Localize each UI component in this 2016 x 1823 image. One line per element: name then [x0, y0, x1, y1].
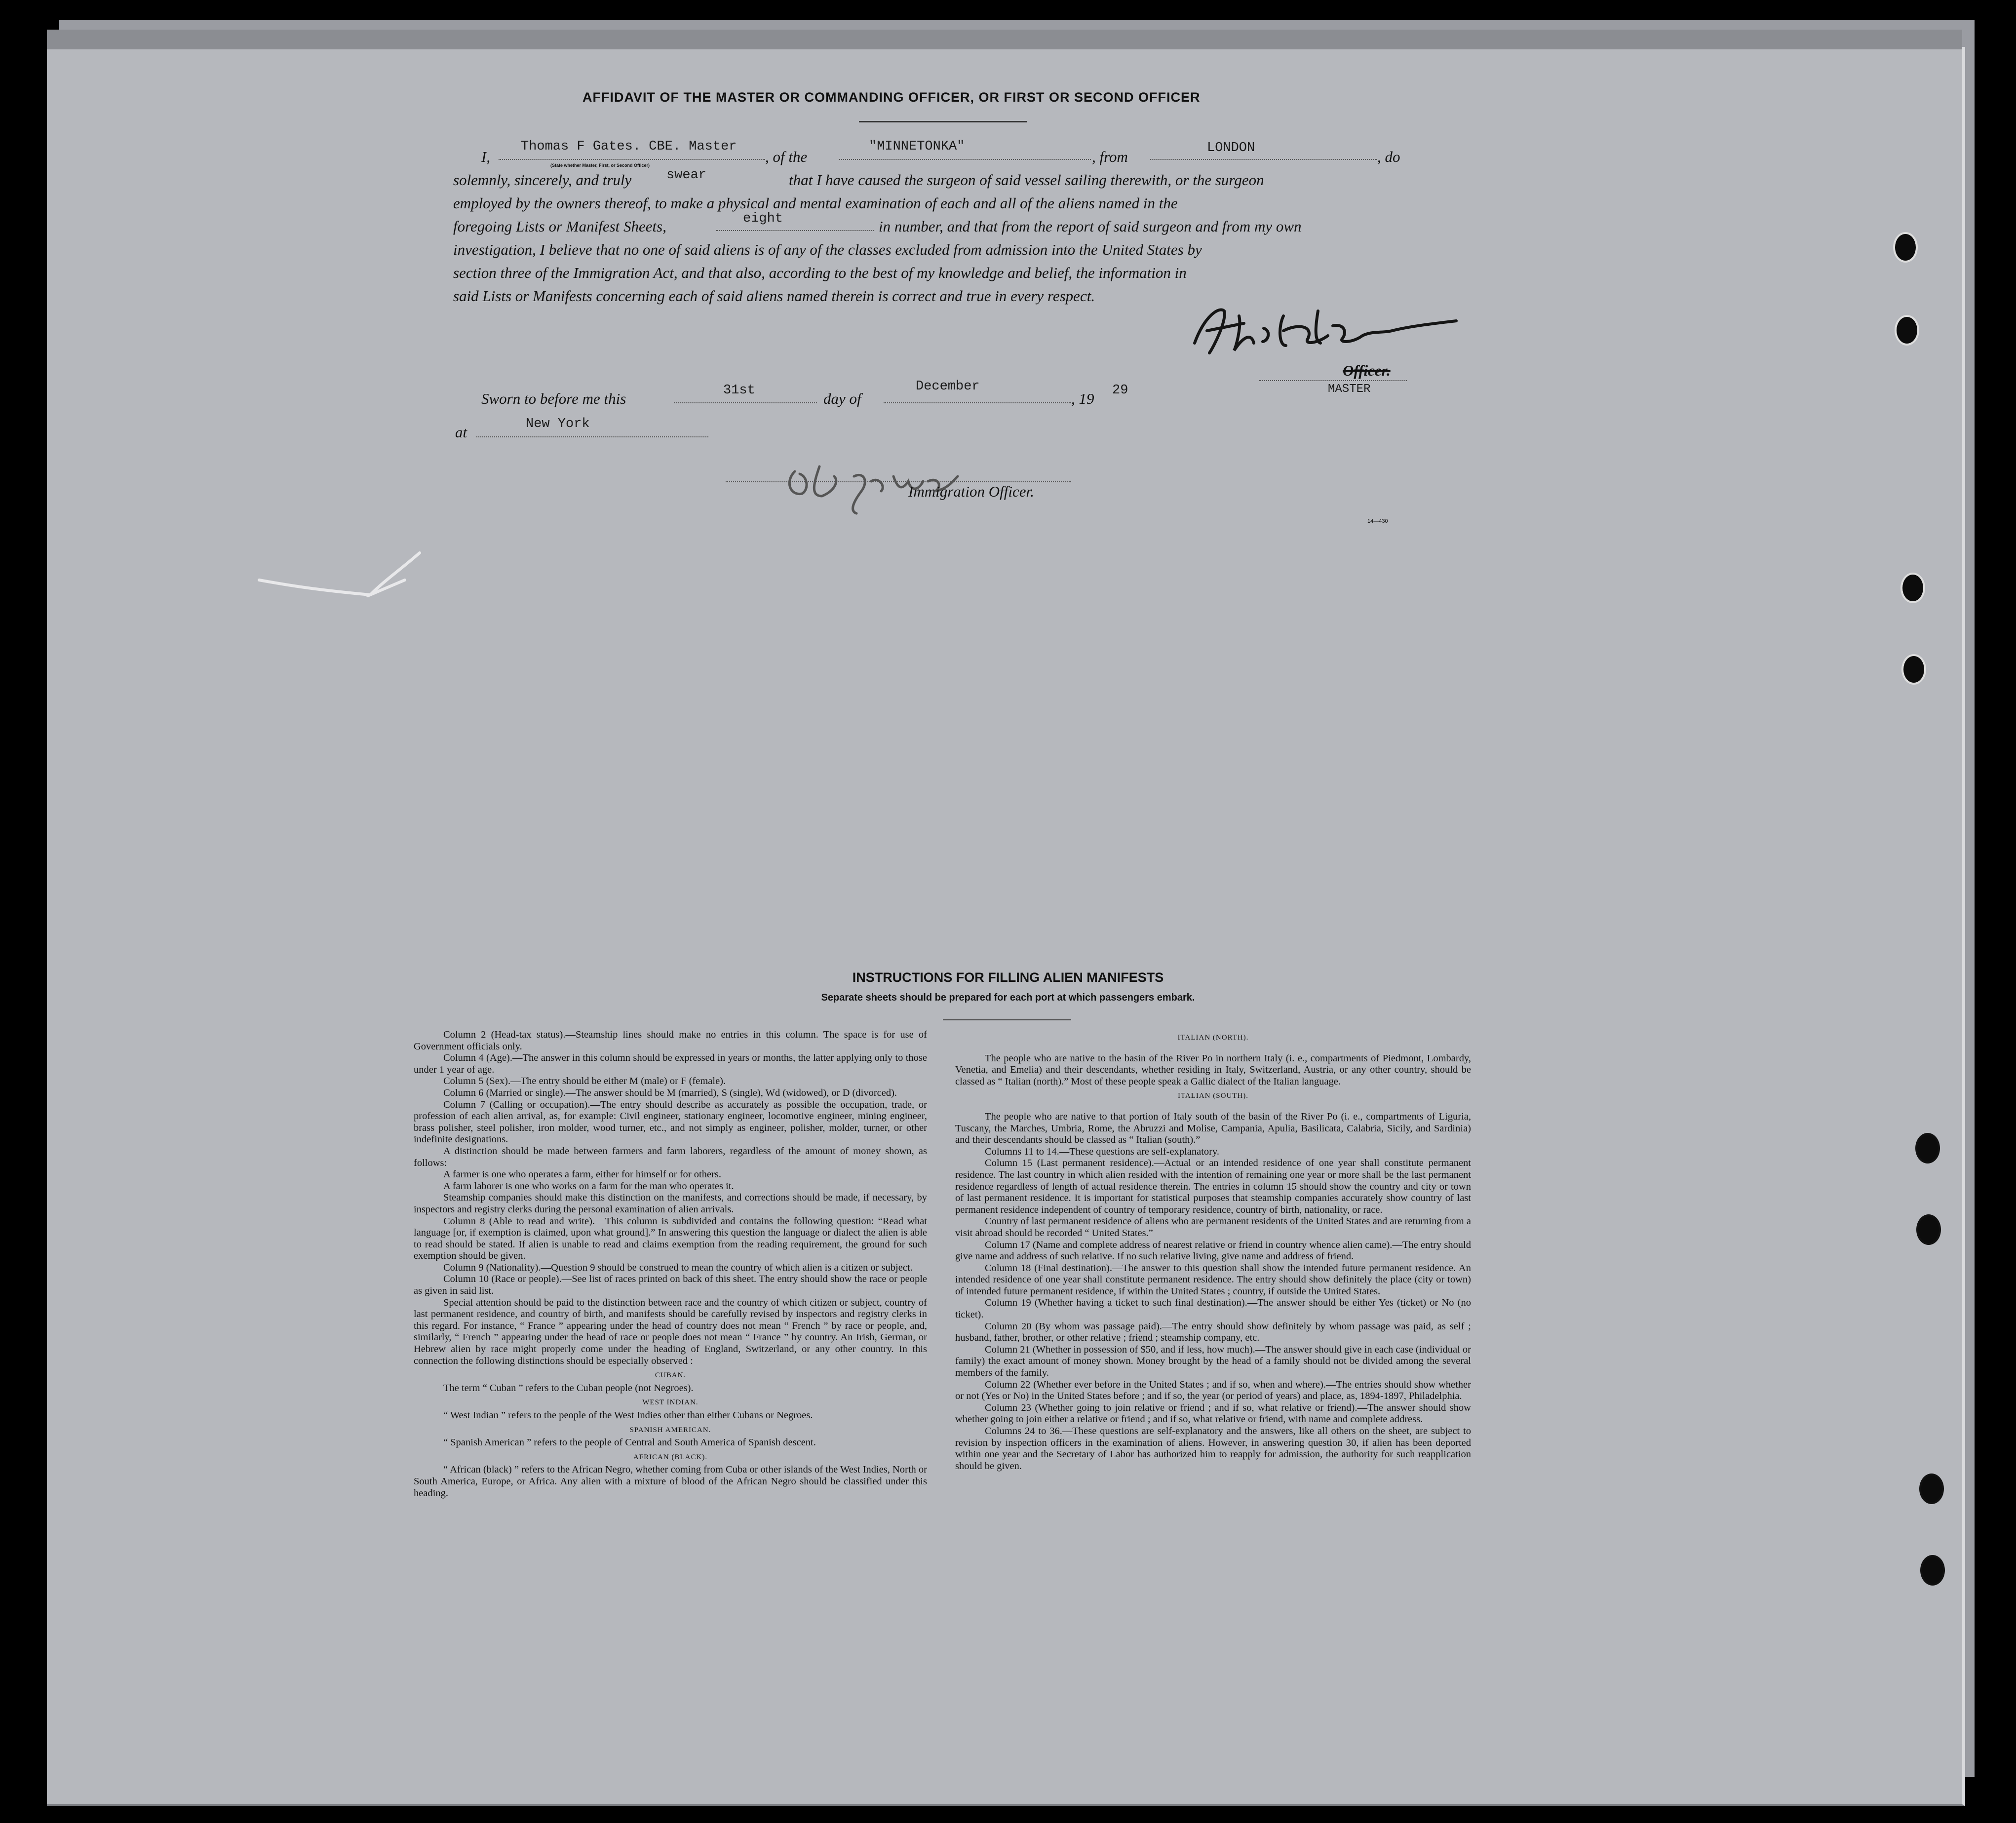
dotted-line [884, 402, 1071, 403]
instruction-paragraph: Column 8 (Able to read and write).—This column is subdivided and contains the following question: “Read what language [or, if exemption is claimed, upon what ground].” In answering this question the language or dialect the alien is able to read should be stated. If alien is unable to read and claims exemption from the reading requirement, the ground for such exemption should be given. [414, 1215, 927, 1262]
day-of-text: day of [823, 390, 861, 407]
instructions-subtitle: Separate sheets should be prepared for each port at which passengers embark. [821, 992, 1195, 1003]
binder-hole [1893, 232, 1918, 263]
instruction-paragraph: Columns 11 to 14.—These questions are self-explanatory. [985, 1146, 1220, 1157]
dotted-line [839, 159, 1091, 160]
instruction-paragraph: The people who are native to the basin of the River Po in northern Italy (i. e., compartments of Piedmont, Lombardy, Venetia, and Emelia) and their descendants, whether residing in Italy, Switzerland, Austria, or any other country, should be classed as “ Italian (north).” Most of these people speak a Gallic dialect of the Italian language. [955, 1052, 1471, 1087]
section-heading: ITALIAN (SOUTH). [1177, 1092, 1249, 1100]
year-field: 29 [1112, 383, 1128, 398]
port-field: LONDON [1207, 141, 1255, 155]
text-line5: investigation, I believe that no one of said aliens is of any of the classes excluded from admission into the United States by [453, 241, 1202, 258]
instruction-paragraph: Country of last permanent residence of aliens who are permanent residents of the United States and are returning from a visit abroad should be recorded “ United States.” [955, 1216, 1471, 1239]
sworn-text: Sworn to before me this [481, 390, 626, 407]
master-name-field: Thomas F Gates. CBE. Master [521, 139, 737, 154]
dotted-line [726, 481, 1071, 482]
section-heading: WEST INDIAN. [642, 1398, 698, 1407]
instruction-paragraph: Column 4 (Age).—The answer in this column should be expressed in years or months, the latter applying only to those under 1 year of age. [414, 1052, 927, 1075]
instruction-paragraph: Special attention should be paid to the distinction between race and the country of which citizen or subject, country of last permanent residence, and country of birth, and manifests should be carefully revised by inspectors and registry clerks in this regard. For instance, “ France ” appearing under the head of country does not mean “ French ” by race or people, and, similarly, “ French ” appearing under the head of race or people does not mean “ France ” by country. An Irish, German, or Hebrew alien by race might properly come under the heading of England, Switzerland, or any other country. In this connection the following distinctions should be especially observed : [414, 1297, 927, 1366]
text-do: , do [1377, 148, 1400, 165]
section-heading: SPANISH AMERICAN. [629, 1426, 711, 1434]
binder-hole [1920, 1555, 1945, 1586]
instruction-paragraph: Steamship companies should make this distinction on the manifests, and corrections should be made, if necessary, by inspectors and registry clerks during the personal examination of alien arrivals. [414, 1192, 927, 1215]
instruction-paragraph: Column 18 (Final destination).—The answer to this question shall show the intended future permanent residence. An intended residence of one year shall constitute permanent residence. The entry should show definitely the place (city or town) of intended future permanent residence, if within the United States ; country, if outside the United States. [955, 1262, 1471, 1297]
manifest-sheet [47, 47, 1965, 1806]
instruction-paragraph: Column 5 (Sex).—The entry should be either M (male) or F (female). [443, 1076, 726, 1087]
text-line2: that I have caused the surgeon of said vessel sailing therewith, or the surgeon [789, 171, 1264, 189]
instruction-paragraph: Column 10 (Race or people).—See list of races printed on back of this sheet. The entry should show the race or people as given in said list. [414, 1274, 927, 1297]
immigration-officer-label: Immigration Officer. [908, 483, 1034, 500]
instruction-paragraph: Column 15 (Last permanent residence).—Actual or an intended residence of one year shall constitute permanent residence. The last country in which alien resided with the intention of remaining one year or more shall be the last permanent residence regardless of length of actual residence therein. The entries in column 15 should show the country and city or town of last permanent residence. It is important for statistical purposes that steamship companies accurately show country of last permanent residence independent of country of temporary residence, country of birth, nationality, or race. [955, 1158, 1471, 1215]
instruction-paragraph: Column 6 (Married or single).—The answer should be M (married), S (single), Wd (widowed), or D (divorced). [443, 1087, 897, 1098]
oath-field: swear [666, 168, 707, 183]
instruction-paragraph: Column 22 (Whether ever before in the United States ; and if so, when and where).—The entries should show whether or not (Yes or No) in the United States before ; and if so, the year (or period of years) and place, as, 1894-1897, Philadelphia. [955, 1379, 1471, 1402]
instructions-title: INSTRUCTIONS FOR FILLING ALIEN MANIFESTS [852, 970, 1164, 985]
section-heading: CUBAN. [655, 1371, 686, 1380]
instruction-paragraph: “ African (black) ” refers to the African Negro, whether coming from Cuba or other islands of the West Indies, North or South America, Europe, or Africa. Any alien with a mixture of blood of the African Negro should be classified under this heading. [414, 1464, 927, 1499]
text-i: I, [481, 148, 491, 165]
dotted-line [476, 436, 708, 437]
instruction-paragraph: The people who are native to that portion of Italy south of the basin of the River Po (i. e., compartments of Liguria, Tuscany, the Marches, Umbria, Rome, the Abruzzi and Molise, Campania, Apulia, Basilicata, Calabria, Sicily, and Sardinia) and their descendants should be classed as “ Italian (south).” [955, 1111, 1471, 1146]
at-text: at [455, 424, 467, 441]
year-prefix: , 19 [1071, 390, 1094, 407]
binder-hole [1895, 315, 1919, 346]
officer-label: Officer. [1343, 362, 1391, 379]
instruction-paragraph: Column 23 (Whether going to join relative or friend ; and if so, what relative or friend).—The answer should show whether going to join either a relative or friend ; and if so, what relative or friend, with name and complete address. [955, 1402, 1471, 1425]
dotted-line [1150, 159, 1377, 160]
affidavit-title: AFFIDAVIT OF THE MASTER OR COMMANDING OFFICER, OR FIRST OR SECOND OFFICER [582, 90, 1201, 105]
officer-dotted-line [1259, 380, 1407, 381]
paper-scratch-mark [257, 550, 425, 610]
instruction-paragraph: A farm laborer is one who works on a farm for the man who operates it. [443, 1180, 734, 1192]
section-heading: ITALIAN (NORTH). [1177, 1034, 1249, 1042]
text-line4a: foregoing Lists or Manifest Sheets, [453, 218, 666, 235]
text-line6: section three of the Immigration Act, and that also, according to the best of my knowledge and belief, the information in [453, 264, 1187, 281]
instruction-paragraph: “ West Indian ” refers to the people of the West Indies other than either Cubans or Negroes. [443, 1410, 813, 1421]
instruction-paragraph: Columns 24 to 36.—These questions are self-explanatory and the answers, like all others on the sheet, are subject to revision by inspection officers in the examination of aliens. However, in answering question 30, if alien has been deported within one year and the Secretary of Labor has authorized him to reapply for admission, the authority for such reapplication should be given. [955, 1426, 1471, 1472]
text-line3: employed by the owners thereof, to make a physical and mental examination of each and all of the aliens named in the [453, 194, 1178, 212]
instruction-paragraph: Column 21 (Whether in possession of $50, and if less, how much).—The answer should give in each case (individual or family) the exact amount of money shown. Money brought by the head of a family should not be divided among the several members of the family. [955, 1344, 1471, 1379]
dotted-line [716, 230, 874, 231]
sheet-top-edge [47, 30, 1962, 49]
instructions-left-column [414, 1029, 927, 1499]
vessel-field: "MINNETONKA" [869, 139, 965, 154]
text-line7: said Lists or Manifests concerning each of said aliens named therein is correct and true in every respect. [453, 287, 1095, 305]
place-field: New York [526, 417, 590, 431]
section-heading: AFRICAN (BLACK). [633, 1453, 708, 1461]
form-number: 14—430 [1367, 518, 1388, 524]
instruction-paragraph: Column 19 (Whether having a ticket to such final destination).—The answer should be either Yes (ticket) or No (no ticket). [955, 1297, 1471, 1320]
role-hint: (State whether Master, First, or Second Officer) [550, 163, 650, 168]
instruction-paragraph: Column 9 (Nationality).—Question 9 should be construed to mean the country of which alien is a citizen or subject. [443, 1262, 913, 1273]
binder-hole [1915, 1133, 1940, 1164]
binder-hole [1919, 1474, 1944, 1504]
instruction-paragraph: Column 17 (Name and complete address of nearest relative or friend in country whence alien came).—The entry should give name and address of such relative. If no such relative living, give name and address of friend. [955, 1239, 1471, 1262]
instruction-paragraph: A farmer is one who operates a farm, either for himself or for others. [443, 1169, 721, 1180]
month-field: December [916, 379, 980, 394]
text-from: , from [1092, 148, 1128, 165]
officer-title: MASTER [1328, 383, 1371, 396]
instruction-paragraph: Column 2 (Head-tax status).—Steamship lines should make no entries in this column. The space is for use of Government officials only. [414, 1029, 927, 1052]
binder-hole [1900, 573, 1925, 603]
instruction-paragraph: Column 20 (By whom was passage paid).—The entry should show definitely by whom passage was paid, as self ; husband, father, brother, or other relative ; friend ; steamship company, etc. [955, 1320, 1471, 1344]
binder-hole [1916, 1214, 1941, 1245]
dotted-line [499, 159, 765, 160]
text-line4b: in number, and that from the report of said surgeon and from my own [879, 218, 1302, 235]
title-rule [859, 121, 1027, 122]
text-of-the: , of the [765, 148, 808, 165]
text-solemnly: solemnly, sincerely, and truly [453, 171, 632, 189]
instruction-paragraph: Column 7 (Calling or occupation).—The entry should describe as accurately as possible the occupation, trade, or profession of each alien arrival, as, for example: Civil engineer, stationary engineer, locomotive engineer, mining engineer, brass polisher, steel polisher, iron molder, wood turner, etc., and not simply as engineer, polisher, molder, turner, or other indefinite designations. [414, 1099, 927, 1145]
instruction-paragraph: A distinction should be made between farmers and farm laborers, regardless of the amount of money shown, as follows: [414, 1145, 927, 1168]
sheets-field: eight [743, 211, 783, 226]
instructions-rule [943, 1019, 1071, 1020]
day-field: 31st [723, 383, 755, 398]
dotted-line [674, 402, 817, 403]
binder-hole [1901, 654, 1926, 685]
instruction-paragraph: “ Spanish American ” refers to the people of Central and South America of Spanish descent. [443, 1437, 816, 1448]
master-signature [1185, 296, 1461, 360]
instructions-right-column [955, 1029, 1471, 1472]
instruction-paragraph: The term “ Cuban ” refers to the Cuban people (not Negroes). [443, 1382, 694, 1394]
